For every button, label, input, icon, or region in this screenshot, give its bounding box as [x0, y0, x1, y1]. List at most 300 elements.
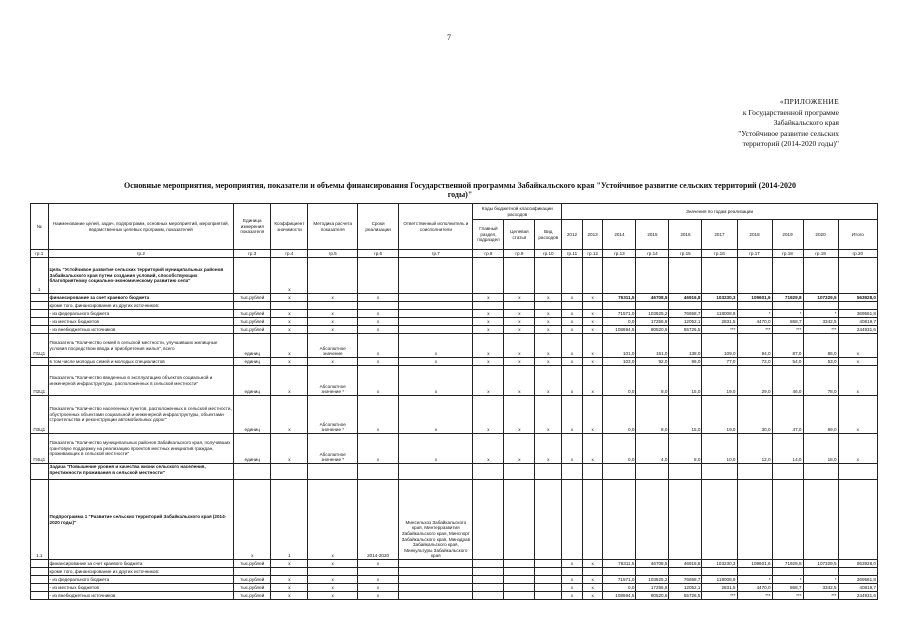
column-number: гр.10: [535, 250, 562, 258]
cell: x: [473, 366, 504, 396]
value-cell: x: [838, 334, 877, 358]
cell: x: [535, 310, 562, 318]
value-cell: 80520,6: [636, 592, 669, 600]
value-cell: 109601,6: [737, 294, 772, 302]
row-num: П2Ц1: [31, 366, 49, 396]
cell: x: [271, 334, 308, 358]
value-cell: 17256,8: [636, 584, 669, 592]
value-cell: x: [838, 358, 877, 366]
cell: x: [357, 318, 398, 326]
value-cell: 369561,8: [838, 310, 877, 318]
unit-cell: тыс.рублей: [234, 294, 271, 302]
column-number: гр.2: [48, 250, 234, 258]
value-cell: 40819,7: [838, 318, 877, 326]
value-cell: 12052,1: [669, 318, 702, 326]
cell: x: [271, 592, 308, 600]
cell: x: [562, 310, 583, 318]
cell: x: [357, 576, 398, 584]
cell: x: [399, 396, 473, 434]
value-cell: 71929,8: [772, 294, 803, 302]
cell: x: [535, 366, 562, 396]
sub-extra-budget-row: [31, 592, 878, 600]
value-cell: ***: [772, 326, 803, 334]
cell: x: [271, 584, 308, 592]
cell: x: [357, 326, 398, 334]
cell: x: [504, 358, 535, 366]
cell: x: [582, 294, 603, 302]
value-cell: 244931,6: [838, 326, 877, 334]
indicator-text: Показатель "Количество муниципальных районов Забайкальского края, получивших грантовую поддержку на реализацию проектов местных инициатив граждан, проживающих в сельской местности": [48, 434, 234, 464]
header-year: 2014: [603, 220, 636, 250]
header-method: Методика расчета показателя: [308, 204, 358, 250]
column-number: гр.12: [582, 250, 603, 258]
value-cell: 10,0: [702, 434, 737, 464]
row-label: - из местных бюджетов: [48, 318, 234, 326]
header-year: 2020: [803, 220, 838, 250]
value-cell: 103925,2: [636, 576, 669, 584]
cell: x: [271, 576, 308, 584]
value-cell: 96,0: [669, 358, 702, 366]
cell: x: [582, 576, 603, 584]
cell: x: [504, 334, 535, 358]
cell: x: [357, 396, 398, 434]
appendix-block: [629, 97, 839, 150]
cell: x: [357, 592, 398, 600]
cell: x: [473, 358, 504, 366]
row-num: 1: [31, 258, 49, 294]
unit-cell: единиц: [234, 366, 271, 396]
cell: x: [562, 576, 583, 584]
cell: x: [357, 366, 398, 396]
cell: x: [504, 366, 535, 396]
value-cell: 4,0: [636, 434, 669, 464]
cell: x: [357, 584, 398, 592]
indicator-row: [31, 334, 878, 358]
header-years-group: Значения по годам реализации: [562, 204, 878, 220]
cell: x: [473, 318, 504, 326]
row-label: финансирование за счет краевого бюджета: [48, 560, 234, 568]
value-cell: 101,0: [603, 334, 636, 358]
cell: x: [271, 560, 308, 568]
value-cell: 103,0: [603, 358, 636, 366]
header-bc3: Вид расходов: [535, 220, 562, 250]
cell: Абсолютное значение: [308, 334, 358, 358]
cell: x: [562, 358, 583, 366]
header-name: Наименование целей, задач, подпрограмм, основных мероприятий, мероприятий, ведомственных целевых программ, показателей: [48, 204, 234, 250]
value-cell: 46708,5: [636, 560, 669, 568]
value-cell: 47,0: [772, 396, 803, 434]
unit-cell: тыс.рублей: [234, 576, 271, 584]
cell: x: [271, 294, 308, 302]
value-cell: 54,0: [772, 358, 803, 366]
cell: x: [562, 434, 583, 464]
cell: x: [582, 366, 603, 396]
indicator-row: [31, 366, 878, 396]
cell: 2014-2020: [357, 480, 398, 560]
appendix-line: "Устойчивое развитие сельских: [738, 128, 839, 138]
value-cell: x: [838, 366, 877, 396]
cell: x: [582, 358, 603, 366]
value-cell: 53,0: [803, 358, 838, 366]
cell: x: [535, 434, 562, 464]
cell: x: [535, 318, 562, 326]
value-cell: x: [838, 396, 877, 434]
cell: x: [535, 294, 562, 302]
goal-text: Цель "Устойчивое развитие сельских территорий муниципальных районов Забайкальского края путем создания условий, способствующих благоприятному социально-экономическому развитию села": [48, 258, 234, 294]
value-cell: *: [737, 576, 772, 584]
value-cell: 4470,0: [737, 584, 772, 592]
appendix-line: «ПРИЛОЖЕНИЕ: [779, 97, 839, 106]
cell: x: [473, 326, 504, 334]
row-label: - из федерального бюджета: [48, 310, 234, 318]
value-cell: ***: [803, 592, 838, 600]
unit-cell: единиц: [234, 434, 271, 464]
value-cell: 55726,5: [669, 592, 702, 600]
unit-cell: единиц: [234, 396, 271, 434]
indicator-row: [31, 396, 878, 434]
value-cell: ***: [737, 592, 772, 600]
value-cell: 14,0: [772, 434, 803, 464]
value-cell: 3342,5: [803, 318, 838, 326]
value-cell: 107329,5: [803, 294, 838, 302]
value-cell: 71571,0: [603, 310, 636, 318]
cell: x: [271, 258, 308, 294]
row-label: - из внебюджетных источников: [48, 326, 234, 334]
header-year: 2019: [772, 220, 803, 250]
value-cell: 76311,5: [603, 294, 636, 302]
cell: x: [271, 326, 308, 334]
cell: x: [562, 584, 583, 592]
cell: x: [308, 480, 358, 560]
value-cell: *: [737, 310, 772, 318]
header-total: Итого: [838, 220, 877, 250]
column-number: гр.20: [838, 250, 877, 258]
local-row: [31, 318, 878, 326]
row-label: - из федерального бюджета: [48, 576, 234, 584]
cell: x: [504, 318, 535, 326]
value-cell: 12,0: [737, 434, 772, 464]
unit-cell: тыс.рублей: [234, 592, 271, 600]
value-cell: 78,0: [803, 366, 838, 396]
fed-row: [31, 310, 878, 318]
cell: x: [562, 318, 583, 326]
value-cell: 46916,8: [669, 560, 702, 568]
value-cell: 151,0: [636, 334, 669, 358]
cell: x: [399, 366, 473, 396]
unit-cell: тыс.рублей: [234, 326, 271, 334]
column-number: гр.19: [803, 250, 838, 258]
value-cell: *: [803, 576, 838, 584]
cell: x: [504, 326, 535, 334]
column-number-row: [31, 250, 878, 258]
cell: x: [582, 334, 603, 358]
cell: x: [357, 358, 398, 366]
value-cell: x: [838, 434, 877, 464]
value-cell: 8,0: [636, 396, 669, 434]
column-number: гр.8: [473, 250, 504, 258]
responsible-cell: Минсельхоз Забайкальского края, Минтерразвития Забайкальского края, Минспорт Забайкальского края, Минздрав Забайкальского края, Минкультуры Забайкальского края: [399, 480, 473, 560]
cell: x: [308, 358, 358, 366]
cell: x: [535, 396, 562, 434]
cell: x: [504, 310, 535, 318]
cell: x: [582, 310, 603, 318]
cell: x: [473, 294, 504, 302]
value-cell: 77,0: [702, 358, 737, 366]
header-year: 2015: [636, 220, 669, 250]
cell: x: [473, 434, 504, 464]
unit-cell: тыс.рублей: [234, 560, 271, 568]
row-label: - из внебюджетных источников: [48, 592, 234, 600]
value-cell: 55726,5: [669, 326, 702, 334]
cell: x: [562, 334, 583, 358]
column-number: гр.16: [702, 250, 737, 258]
value-cell: 15,0: [669, 396, 702, 434]
column-number: гр.1: [31, 250, 49, 258]
besides-row: [31, 302, 878, 310]
cell: x: [535, 334, 562, 358]
cell: x: [357, 310, 398, 318]
cell: x: [504, 434, 535, 464]
value-cell: 103230,3: [702, 560, 737, 568]
row-label: финансирование за счет краевого бюджета: [48, 294, 234, 302]
value-cell: 0,0: [603, 396, 636, 434]
value-cell: 12052,1: [669, 584, 702, 592]
indicator-text: Показатель "Количество введенных в эксплуатацию объектов социальной и инженерной инфраструктуры, расположенных в сельской местности": [48, 366, 234, 396]
cell: x: [308, 560, 358, 568]
column-number: гр.9: [504, 250, 535, 258]
value-cell: 3342,5: [803, 584, 838, 592]
cell: x: [562, 560, 583, 568]
value-cell: 0,0: [603, 318, 636, 326]
unit-cell: единиц: [234, 358, 271, 366]
value-cell: ***: [702, 592, 737, 600]
cell: x: [357, 334, 398, 358]
value-cell: 563928,0: [838, 560, 877, 568]
row-num: 1.1: [31, 480, 49, 560]
value-cell: 103230,3: [702, 294, 737, 302]
page-number: 7: [447, 33, 451, 42]
cell: x: [271, 358, 308, 366]
cell: x: [271, 310, 308, 318]
value-cell: 19,0: [702, 396, 737, 434]
cell: x: [271, 318, 308, 326]
value-cell: 46916,8: [669, 294, 702, 302]
cell: x: [308, 318, 358, 326]
extra-budget-row: [31, 326, 878, 334]
cell: x: [535, 358, 562, 366]
column-number: гр.11: [562, 250, 583, 258]
value-cell: 8,0: [669, 434, 702, 464]
value-cell: 76311,5: [603, 560, 636, 568]
value-cell: 8,0: [636, 366, 669, 396]
unit-cell: единиц: [234, 334, 271, 358]
sub-besides-row: [31, 568, 878, 576]
cell: x: [399, 358, 473, 366]
value-cell: *: [772, 310, 803, 318]
document-title: Основные мероприятия, мероприятия, показатели и объемы финансирования Государственной программы Забайкальского края "Устойчивое развитие сельских территорий (2014-2020 годы)": [123, 181, 796, 199]
cell: x: [504, 294, 535, 302]
value-cell: 87,0: [772, 334, 803, 358]
value-cell: 868,7: [772, 318, 803, 326]
value-cell: 46708,5: [636, 294, 669, 302]
cell: x: [473, 310, 504, 318]
value-cell: ***: [702, 326, 737, 334]
row-label: кроме того, финансирование из других источников:: [48, 568, 234, 576]
value-cell: 0,0: [603, 366, 636, 396]
column-number: гр.6: [357, 250, 398, 258]
cell: x: [357, 434, 398, 464]
header-unit: Единица измерения показателя: [234, 204, 271, 250]
column-number: гр.17: [737, 250, 772, 258]
cell: x: [582, 396, 603, 434]
program-table: [30, 203, 878, 600]
appendix-line: к Государственной программе: [742, 107, 839, 117]
cell: Абсолютное значение *: [308, 366, 358, 396]
header-bc1: Главный раздел, подраздел: [473, 220, 504, 250]
value-cell: 80520,6: [636, 326, 669, 334]
value-cell: 369561,8: [838, 576, 877, 584]
header-year: 2012: [562, 220, 583, 250]
appendix-line: Забайкальского края: [773, 118, 839, 127]
cell: x: [562, 592, 583, 600]
cell: x: [504, 396, 535, 434]
indicator-text: Показатель "Количество населенных пунктов, расположенных в сельской местности, обустроенных объектами социальной и инженерной инфраструктуры, объектами строительства и реконструкции автомобильных дорог": [48, 396, 234, 434]
unit-cell: тыс.рублей: [234, 310, 271, 318]
column-number: гр.14: [636, 250, 669, 258]
header-budget-codes: Коды бюджетной классификации расходов: [473, 204, 562, 220]
value-cell: 71929,8: [772, 560, 803, 568]
value-cell: 244931,6: [838, 592, 877, 600]
indicator-row: [31, 434, 878, 464]
cell: x: [308, 326, 358, 334]
sub-fin-row: [31, 560, 878, 568]
value-cell: 29,0: [737, 366, 772, 396]
row-num: П1Ц1: [31, 334, 49, 358]
row-label: кроме того, финансирование из других источников:: [48, 302, 234, 310]
cell: x: [308, 592, 358, 600]
value-cell: 108694,5: [603, 592, 636, 600]
value-cell: 868,7: [772, 584, 803, 592]
value-cell: 92,0: [636, 358, 669, 366]
cell: x: [473, 334, 504, 358]
cell: x: [562, 326, 583, 334]
cell: x: [473, 396, 504, 434]
cell: x: [562, 294, 583, 302]
value-cell: 76658,7: [669, 576, 702, 584]
cell: x: [271, 396, 308, 434]
cell: x: [308, 310, 358, 318]
row-label: - из местных бюджетов: [48, 584, 234, 592]
subprogram-text: Подпрограмма 1 "Развитие сельских территорий Забайкальского края (2014-2020 годы)": [48, 480, 234, 560]
cell: x: [399, 334, 473, 358]
cell: Абсолютное значение *: [308, 396, 358, 434]
value-cell: 107329,5: [803, 560, 838, 568]
value-cell: 46,0: [772, 366, 803, 396]
cell: Абсолютное значение *: [308, 434, 358, 464]
value-cell: 103925,2: [636, 310, 669, 318]
cell: x: [582, 592, 603, 600]
value-cell: ***: [772, 592, 803, 600]
cell: x: [308, 294, 358, 302]
cell: x: [234, 480, 271, 560]
value-cell: 19,0: [702, 366, 737, 396]
row-num: П3Ц1: [31, 396, 49, 434]
column-number: гр.3: [234, 250, 271, 258]
cell: x: [582, 584, 603, 592]
column-number: гр.5: [308, 250, 358, 258]
subprogram-row: [31, 480, 878, 560]
value-cell: 71571,0: [603, 576, 636, 584]
value-cell: 85,0: [803, 334, 838, 358]
cell: x: [582, 560, 603, 568]
column-number: гр.13: [603, 250, 636, 258]
column-number: гр.18: [772, 250, 803, 258]
header-responsible: Ответственный исполнитель и соисполнители: [399, 204, 473, 250]
appendix-line: территорий (2014-2020 годы)": [742, 139, 839, 148]
header-year: 2016: [669, 220, 702, 250]
value-cell: ***: [737, 326, 772, 334]
header-bc2: Целевая статья: [504, 220, 535, 250]
cell: x: [271, 366, 308, 396]
value-cell: 109601,6: [737, 560, 772, 568]
sub-local-row: [31, 584, 878, 592]
cell: x: [582, 326, 603, 334]
value-cell: 69,0: [803, 396, 838, 434]
value-cell: *: [803, 310, 838, 318]
value-cell: 2831,5: [702, 318, 737, 326]
task-row: [31, 464, 878, 480]
goal-row: [31, 258, 878, 294]
value-cell: *: [772, 576, 803, 584]
value-cell: 4470,0: [737, 318, 772, 326]
cell: x: [308, 584, 358, 592]
value-cell: 0,0: [603, 434, 636, 464]
header-year: 2017: [702, 220, 737, 250]
value-cell: 30,0: [737, 396, 772, 434]
value-cell: 15,0: [669, 366, 702, 396]
cell: x: [562, 366, 583, 396]
header-num: №: [31, 204, 49, 250]
task-text: Задача "Повышение уровня и качества жизни сельского населения, престижности проживания в сельской местности": [48, 464, 234, 480]
cell: x: [399, 434, 473, 464]
cell: x: [562, 396, 583, 434]
value-cell: 94,0: [737, 334, 772, 358]
value-cell: 72,0: [737, 358, 772, 366]
value-cell: 76658,7: [669, 310, 702, 318]
column-number: гр.7: [399, 250, 473, 258]
cell: 1: [271, 480, 308, 560]
cell: x: [582, 318, 603, 326]
value-cell: 563928,0: [838, 294, 877, 302]
value-cell: 40819,7: [838, 584, 877, 592]
value-cell: ***: [803, 326, 838, 334]
header-year: 2013: [582, 220, 603, 250]
cell: x: [357, 560, 398, 568]
header-year: 2018: [737, 220, 772, 250]
value-cell: 2831,5: [702, 584, 737, 592]
fin-row: [31, 294, 878, 302]
sub-fed-row: [31, 576, 878, 584]
cell: x: [308, 576, 358, 584]
column-number: гр.4: [271, 250, 308, 258]
row-num: П4Ц1: [31, 434, 49, 464]
cell: x: [271, 434, 308, 464]
unit-cell: тыс.рублей: [234, 318, 271, 326]
value-cell: 118008,9: [702, 310, 737, 318]
value-cell: 108694,5: [603, 326, 636, 334]
value-cell: 109,0: [702, 334, 737, 358]
indicator-subrow: [31, 358, 878, 366]
